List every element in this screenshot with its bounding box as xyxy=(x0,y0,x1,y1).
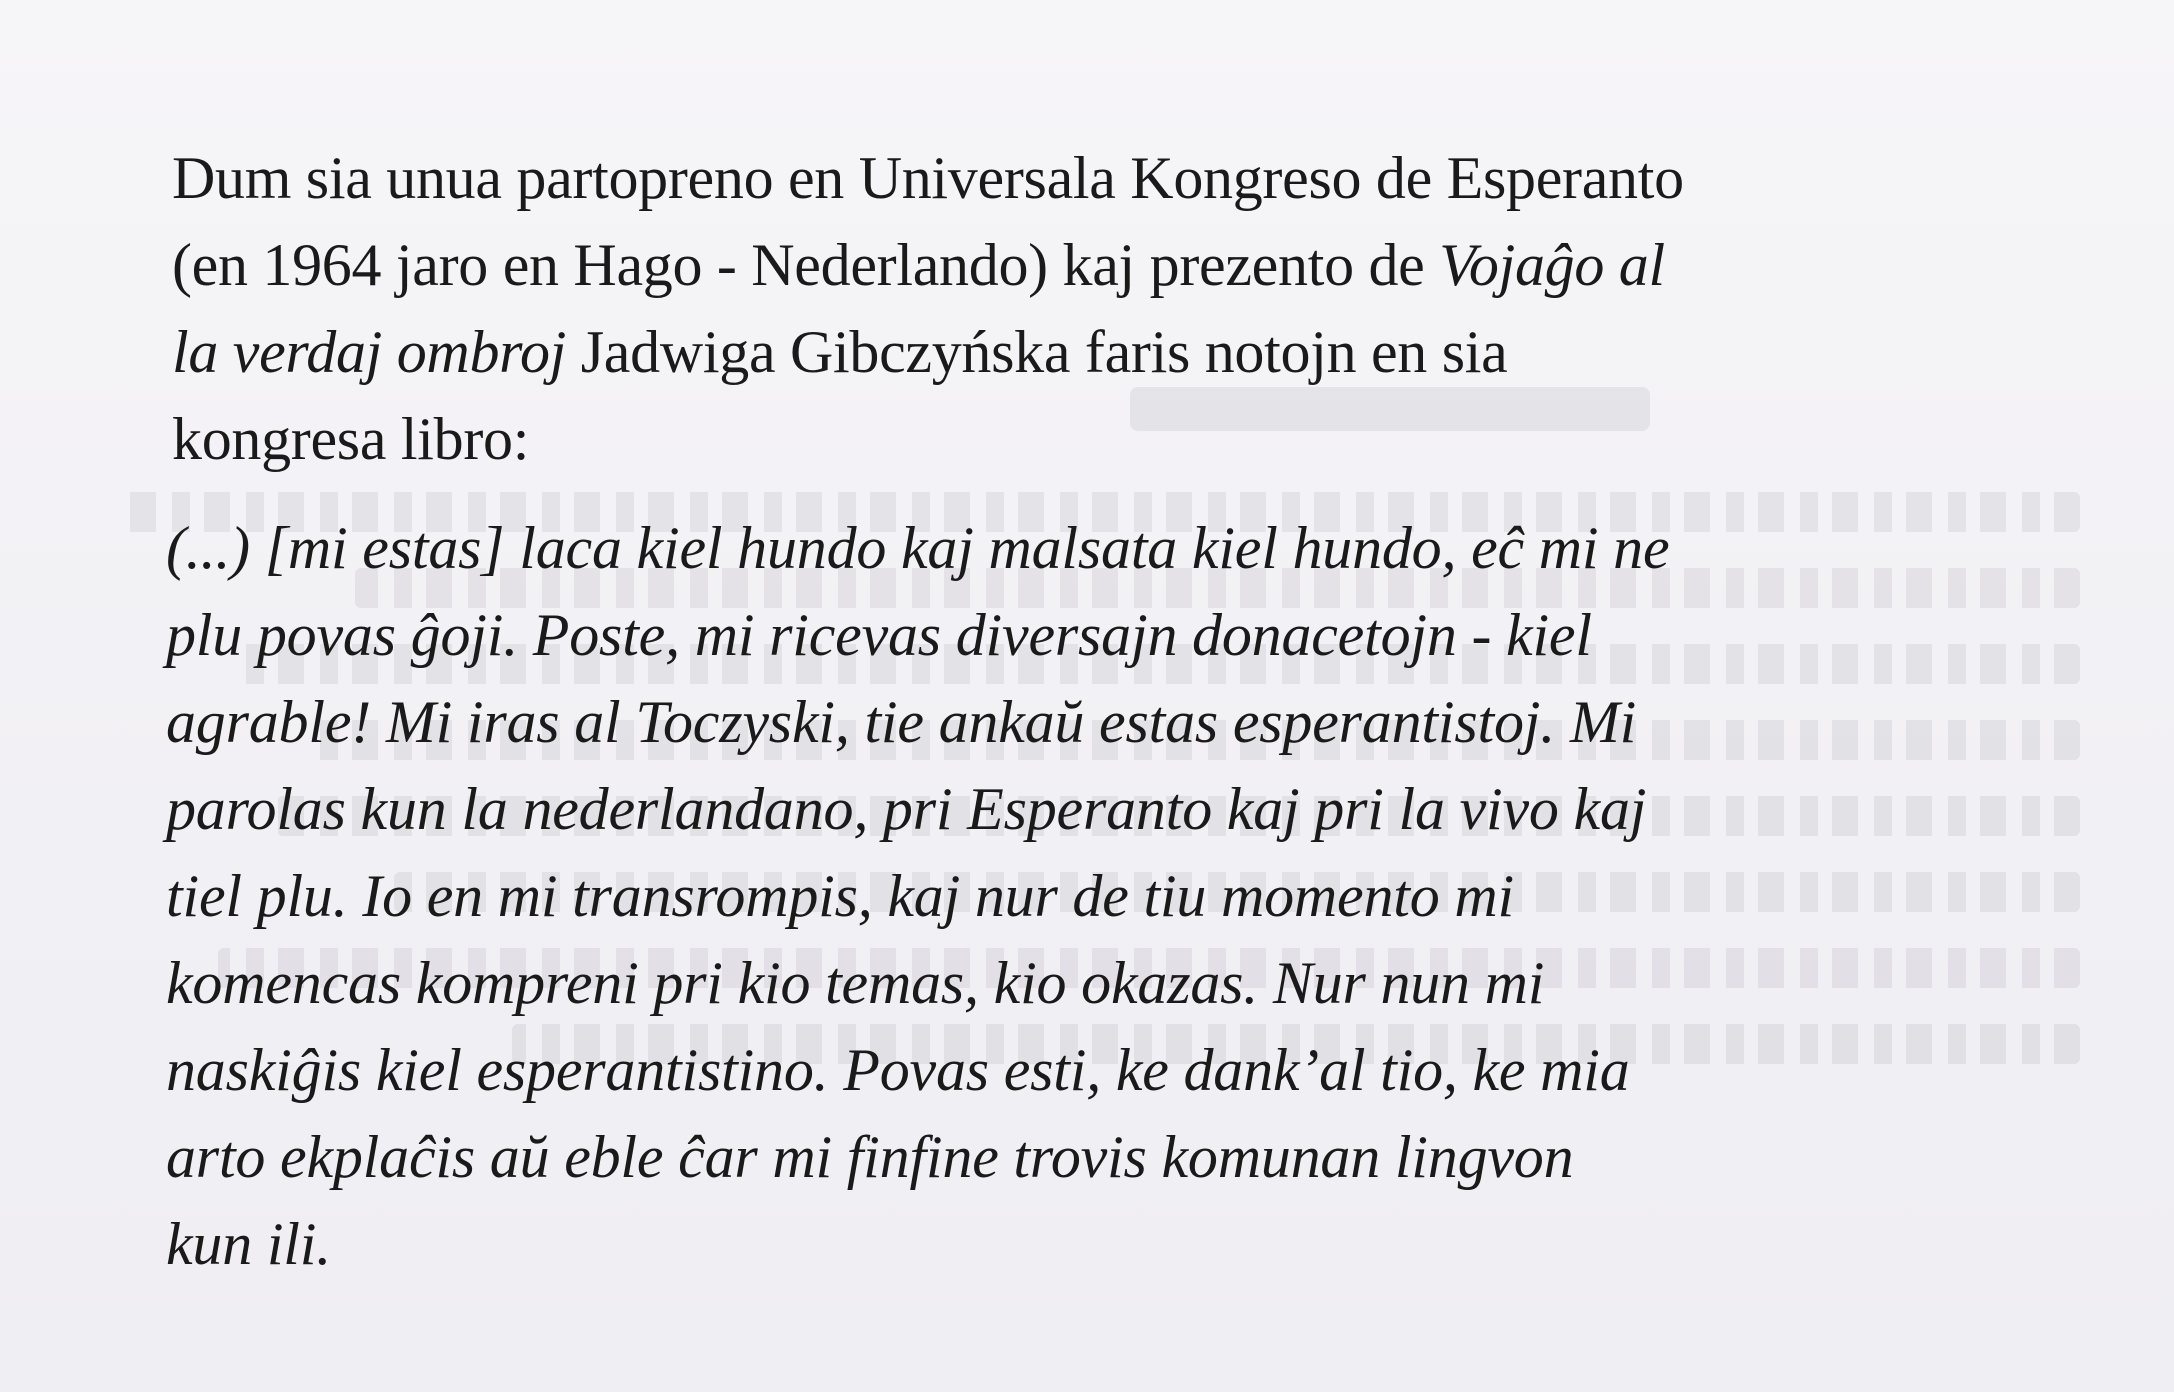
quote-line: komencas kompreni pri kio temas, kio okazas. Nur nun mi xyxy=(166,950,1545,1016)
book-title-part-2: la verdaj ombroj xyxy=(172,319,567,385)
document-text xyxy=(166,135,2032,1288)
intro-line-4: kongresa libro: xyxy=(172,406,530,472)
intro-line-2 xyxy=(172,222,2032,309)
quote-line: (...) [mi estas] laca kiel hundo kaj malsata kiel hundo, eĉ mi ne xyxy=(166,515,1670,581)
quote-line: naskiĝis kiel esperantistino. Povas esti, ke dank’al tio, ke mia xyxy=(166,1037,1630,1103)
quote-line: kun ili. xyxy=(166,1211,332,1277)
intro-paragraph xyxy=(172,135,2032,483)
book-title-part-1: Vojaĝo al xyxy=(1439,232,1665,298)
quote-line: parolas kun la nederlandano, pri Esperanto kaj pri la vivo kaj xyxy=(166,776,1647,842)
quoted-diary-paragraph xyxy=(166,505,2032,1288)
quote-line: agrable! Mi iras al Toczyski, tie ankaŭ estas esperantistoj. Mi xyxy=(166,689,1637,755)
quote-line: arto ekplaĉis aŭ eble ĉar mi finfine trovis komunan lingvon xyxy=(166,1124,1574,1190)
intro-line-2-text: (en 1964 jaro en Hago - Nederlando) kaj prezento de xyxy=(172,232,1440,298)
intro-line-3 xyxy=(172,309,2032,396)
intro-line-3-text: Jadwiga Gibczyńska faris notojn en sia xyxy=(566,319,1508,385)
quote-line: plu povas ĝoji. Poste, mi ricevas diversajn donacetojn - kiel xyxy=(166,602,1592,668)
quote-line: tiel plu. Io en mi transrompis, kaj nur de tiu momento mi xyxy=(166,863,1514,929)
intro-line-1: Dum sia unua partopreno en Universala Kongreso de Esperanto xyxy=(172,145,1684,211)
